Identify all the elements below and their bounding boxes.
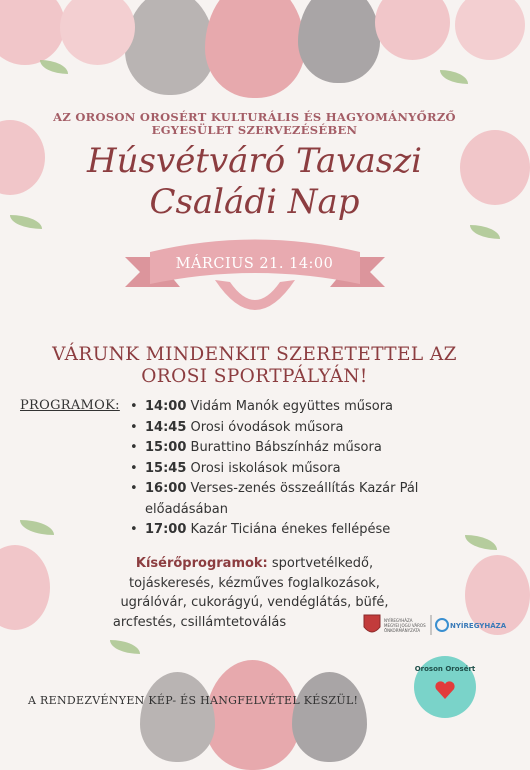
side-programs-label: Kísérőprogramok: [135,556,268,571]
side-programs-line-4: arcfestés, csillámtetoválás [112,614,287,630]
program-text: Orosi iskolások műsora [186,460,341,476]
pink-flower-top-left-2 [60,0,135,65]
easter-egg-grey-bottom-left [140,672,215,762]
program-text: Burattino Bábszínház műsora [186,440,382,455]
program-item [130,459,490,480]
program-text: Verses-zenés összeállítás Kazár Pál előadásában [145,481,419,517]
easter-egg-pink-bottom [205,660,300,770]
badge-title: Oroson Orosért [414,665,476,673]
organizer-text [0,111,509,137]
date-ribbon [120,222,390,337]
event-title-line-1: Húsvétváró Tavaszi [86,141,423,181]
program-item [130,520,490,541]
leaf-top-right [440,70,468,84]
svg-text:MEGYEI JOGÚ VÁROS: MEGYEI JOGÚ VÁROS [384,623,426,628]
program-text: Orosi óvodások műsora [186,419,344,435]
pink-flower-top-right [375,0,450,60]
welcome-text [0,344,509,388]
ribbon-loop [215,280,295,310]
program-item [130,438,490,459]
side-programs-line-3: ugrálóvár, cukorágyú, vendéglátás, büfé, [120,595,389,610]
heart-icon [434,680,456,700]
event-date: MÁRCIUS 21. 14:00 [175,256,334,272]
program-time: 17:00 [145,522,187,537]
organizer-line-2: EGYESÜLET SZERVEZÉSÉBEN [151,123,358,137]
svg-text:ÖNKORMÁNYZATA: ÖNKORMÁNYZATA [384,628,421,633]
easter-egg-pink-top [205,0,305,98]
leaf-bottom-left [20,520,54,535]
programs-list [130,397,490,541]
program-text: Vidám Manók együttes műsora [186,399,394,414]
program-text: Kazár Ticiána énekes fellépése [186,522,391,537]
program-item [130,418,490,439]
leaf-top-left [40,60,68,74]
pink-flower-top-left [0,0,65,65]
program-time: 16:00 [145,481,187,496]
leaf-bottom-mid [110,640,140,654]
oroson-oroserte-badge [414,656,476,718]
program-time: 15:00 [145,440,187,455]
program-time: 14:45 [145,419,187,435]
side-programs-line-1: sportvetélkedő, [267,556,374,571]
welcome-line-1: VÁRUNK MINDENKIT SZERETETTEL AZ [52,344,457,365]
svg-text:NYÍREGYHÁZA: NYÍREGYHÁZA [384,618,413,623]
easter-egg-grey-right [298,0,380,83]
svg-text:NYÍREGYHÁZA: NYÍREGYHÁZA [450,622,507,630]
organizer-line-1: AZ OROSON OROSÉRT KULTURÁLIS ÉS HAGYOMÁNYŐRZŐ [53,110,456,124]
side-programs-line-2: tojáskeresés, kézműves foglalkozások, [129,575,380,591]
program-time: 15:45 [145,460,187,476]
leaf-right [470,225,500,239]
program-time: 14:00 [145,399,187,414]
program-item [130,397,490,418]
nyiregyhaza-city-logo [430,612,507,638]
crest-icon [364,615,380,632]
event-title-line-2: Családi Nap [149,182,360,222]
programs-heading: PROGRAMOK: [20,398,120,413]
easter-egg-grey-bottom-right [292,672,367,762]
city-logo-icon [436,619,448,631]
welcome-line-2: OROSI SPORTPÁLYÁN! [141,366,368,387]
program-item [130,479,490,520]
easter-egg-grey-left [125,0,215,95]
pink-flower-top-right-2 [455,0,525,60]
footer-notice: A RENDEZVÉNYEN KÉP- ÉS HANGFELVÉTEL KÉSZÜL! [28,694,359,707]
